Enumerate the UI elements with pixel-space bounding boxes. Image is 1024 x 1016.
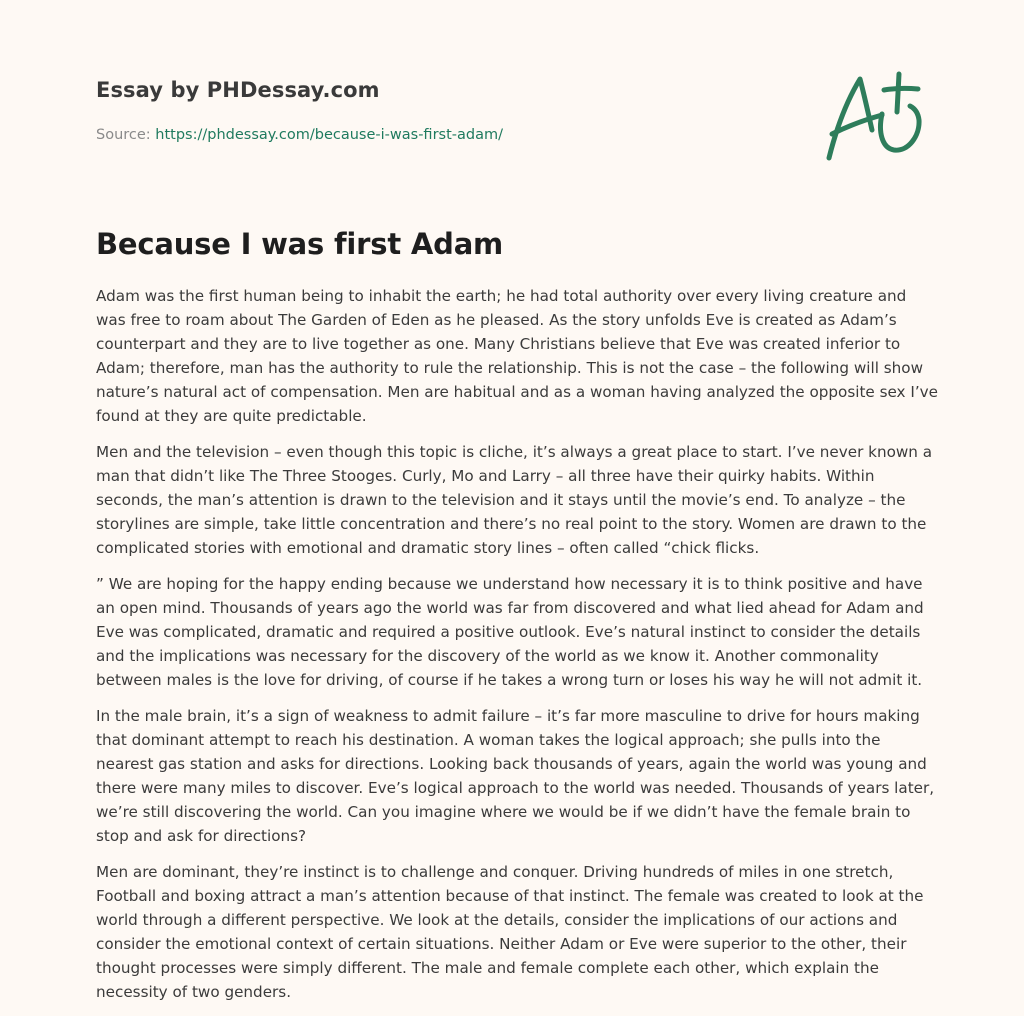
source-link[interactable]: https://phdessay.com/because-i-was-first-adam/ [155, 127, 503, 143]
page-header [96, 76, 928, 143]
a-plus-grade-icon [820, 68, 932, 164]
essay-paragraph: Adam was the first human being to inhabit the earth; he had total authority over every living creature and was free to roam about The Garden of Eden as he pleased. As the story unfolds Eve is created as Adam’s counterpart and they are to live together as one. Many Christians believe that Eve was created inferior to Adam; therefore, man has the authority to rule the relationship. This is not the case – the following will show nature’s natural act of compensation. Men are habitual and as a woman having analyzed the opposite sex I’ve found at they are quite predictable. [96, 287, 939, 425]
essay-paragraph: In the male brain, it’s a sign of weakness to admit failure – it’s far more masculine to drive for hours making that dominant attempt to reach his destination. A woman takes the logical approach; she pulls into the nearest gas station and asks for directions. Looking back thousands of years, again the world was young and there were many miles to discover. Eve’s logical approach to the world was needed. Thousands of years later, we’re still discovering the world. Can you imagine where we would be if we didn’t have the female brain to stop and ask for directions? [96, 707, 935, 845]
source-line [96, 125, 503, 145]
essay-paragraph: Men are dominant, they’re instinct is to challenge and conquer. Driving hundreds of miles in one stretch, Football and boxing attract a man’s attention because of that instinct. The female was created to look at the world through a different perspective. We look at the details, consider the implications of our actions and consider the emotional context of certain situations. Neither Adam or Eve were superior to the other, their thought processes were simply different. The male and female complete each other, which explain the necessity of two genders. [96, 863, 924, 1001]
essay-title: Because I was first Adam [96, 227, 504, 261]
source-label: Source: [96, 127, 156, 143]
essay-body [96, 284, 938, 1016]
site-brand: Essay by PHDessay.com [96, 78, 380, 102]
essay-paragraph: Men and the television – even though this topic is cliche, it’s always a great place to start. I’ve never known a man that didn’t like The Three Stooges. Curly, Mo and Larry – all three have their quirky habits. Within seconds, the man’s attention is drawn to the television and it stays until the movie’s end. To analyze – the storylines are simple, take little concentration and there’s no real point to the story. Women are drawn to the complicated stories with emotional and dramatic story lines – often called “chick flicks. [96, 443, 933, 557]
essay-paragraph: ” We are hoping for the happy ending because we understand how necessary it is to think positive and have an open mind. Thousands of years ago the world was far from discovered and what lied ahead for Adam and Eve was complicated, dramatic and required a positive outlook. Eve’s natural instinct to consider the details and the implications was necessary for the discovery of the world as we know it. Another commonality between males is the love for driving, of course if he takes a wrong turn or loses his way he will not admit it. [96, 575, 924, 689]
